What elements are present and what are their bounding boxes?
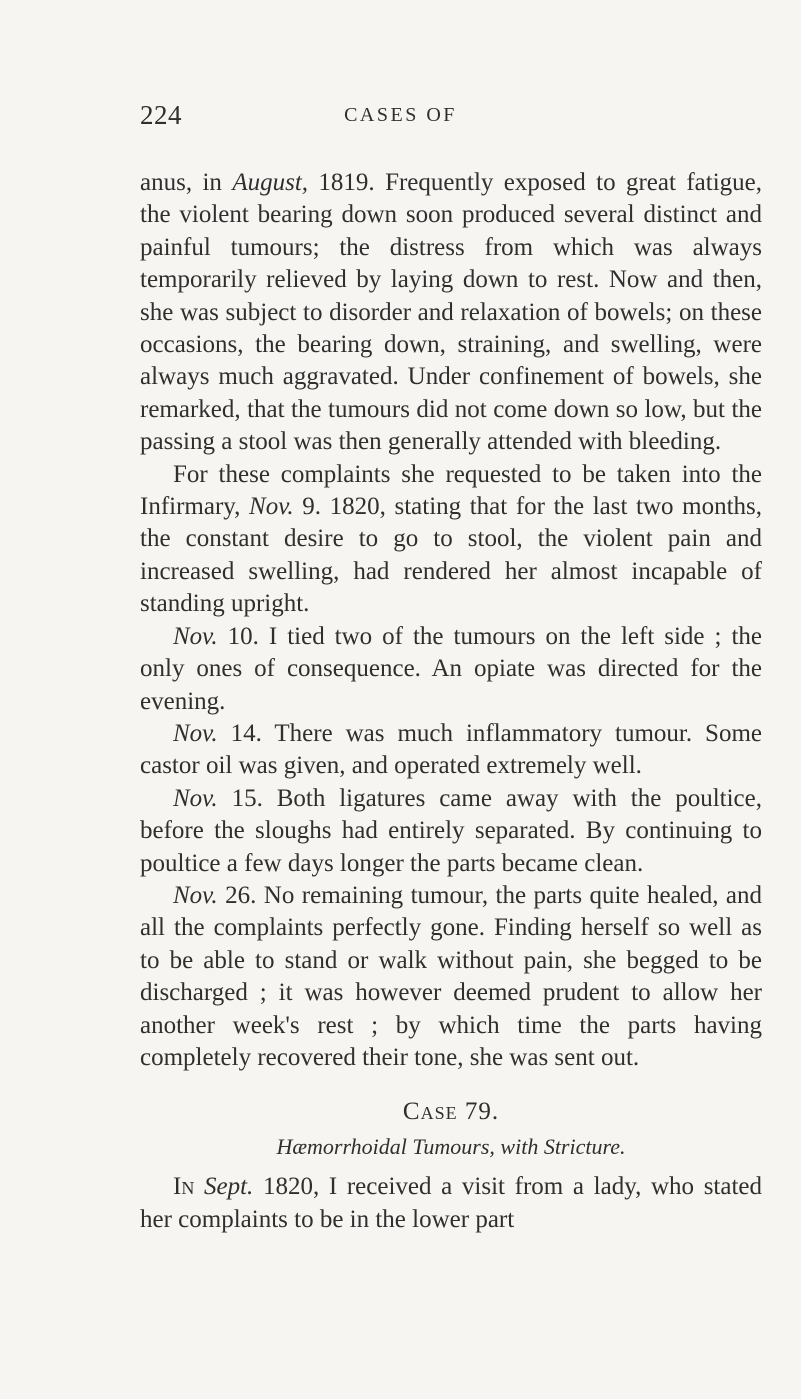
paragraph-6 xyxy=(140,880,762,1074)
case-heading-word: Case xyxy=(402,1098,458,1126)
paragraph-final-run xyxy=(194,1173,204,1200)
paragraph-final-run: 1820, I received a visit from a lady, who stated her complaints to be in the lower part xyxy=(140,1173,763,1233)
running-head: CASES OF xyxy=(344,104,457,126)
body-text xyxy=(140,167,762,1236)
page-number: 224 xyxy=(140,100,182,130)
paragraph-6-run: 26. No remaining tumour, the parts quite healed, and all the complaints perfectly gone. Finding herself so well as to be able to stand or walk without pain, she begged to be discharged ; it was however deemed prudent to allow her another week's rest ; by which time the parts having completely recovered their tone, she was sent out. xyxy=(140,881,762,1071)
paragraph-5-run: 15. Both ligatures came away with the poultice, before the sloughs had entirely separated. By continuing to poultice a few days longer the parts became clean. xyxy=(140,784,762,877)
case-heading xyxy=(140,1096,762,1128)
paragraph-final-rest xyxy=(140,1173,762,1232)
paragraph-2 xyxy=(140,459,762,621)
paragraph-1-run: anus, in xyxy=(140,169,233,196)
paragraph-2-run: 9. 1820, stating that for the last two months, the constant desire to go to stool, the violent pain and increased swelling, had rendered her almost incapable of standing upright. xyxy=(140,493,762,618)
paragraph-2-run: For these complaints she requested to be taken into the Infirmary, xyxy=(140,460,762,521)
paragraph-3 xyxy=(140,621,762,718)
paragraph-final-lead: In xyxy=(173,1173,195,1201)
case-heading-number: 79. xyxy=(464,1098,500,1126)
paragraph-6-run: Nov. xyxy=(173,881,218,909)
paragraph-3-run: 10. I tied two of the tumours on the left side ; the only ones of consequence. An opiate was directed for the evening. xyxy=(140,622,762,715)
paragraph-5-run: Nov. xyxy=(173,784,218,812)
paragraph-1 xyxy=(140,167,762,459)
paragraph-5 xyxy=(140,783,762,880)
paragraph-4-run: Nov. xyxy=(173,719,218,747)
paragraph-3-run: Nov. xyxy=(173,622,218,650)
case-subtitle: Hæmorrhoidal Tumours, with Stricture. xyxy=(276,1133,626,1159)
paragraph-final-run: Sept. xyxy=(204,1173,254,1201)
paragraph-2-run: Nov. xyxy=(249,493,294,521)
paragraph-1-run: August, xyxy=(232,169,309,196)
paragraph-4-run: 14. There was much inflammatory tumour. Some castor oil was given, and operated extremely well. xyxy=(140,719,762,780)
paragraph-1-run: 1819. Frequently exposed to great fatigue, the violent bearing down soon produced several distinct and painful tumours; the distress from which was always temporarily relieved by laying down to rest. Now and then, she was subject to disorder and relaxation of bowels; on these occasions, the bearing down, straining, and swelling, were always much aggravated. Under confinement of bowels, she remarked, that the tumours did not come down so low, but the passing a stool was then generally attended with bleeding. xyxy=(140,169,762,456)
paragraph-4 xyxy=(140,718,762,783)
page-header xyxy=(0,100,801,140)
paragraph-final xyxy=(140,1171,762,1236)
